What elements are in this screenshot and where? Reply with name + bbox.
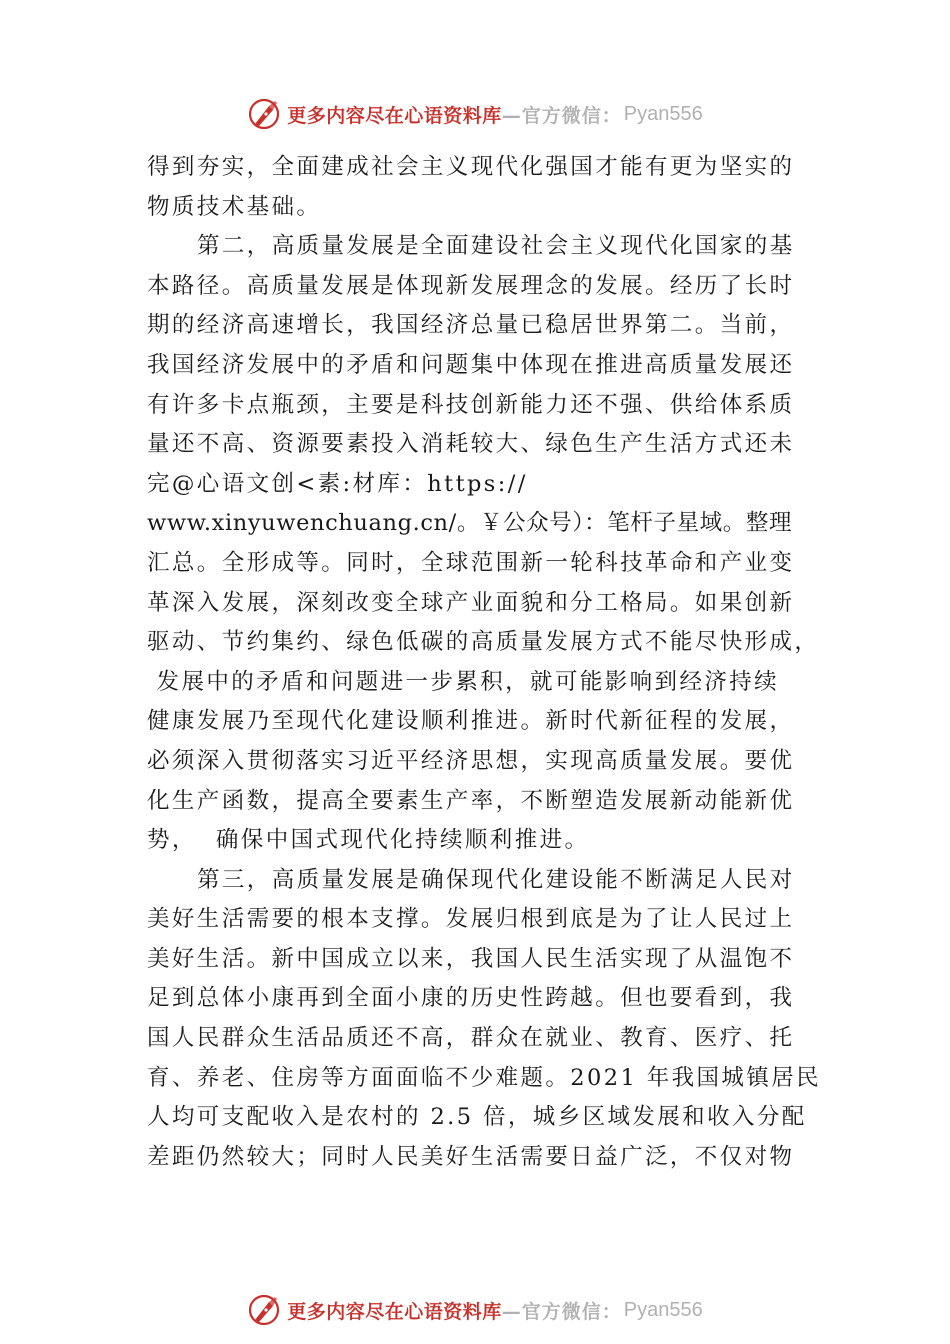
body-line: 国人民群众生活品质还不高，群众在就业、教育、医疗、托 bbox=[147, 1025, 795, 1052]
footer-separator-text: —官方微信： bbox=[501, 1300, 622, 1323]
body-line: 化生产函数，提高全要素生产率，不断塑造发展新动能新优 bbox=[147, 787, 795, 814]
body-line: 必须深入贯彻落实习近平经济思想，实现高质量发展。要优 bbox=[147, 747, 795, 774]
header-separator-text: —官方微信： bbox=[501, 104, 622, 127]
body-line: 发展中的矛盾和问题进一步累积，就可能影响到经济持续 bbox=[147, 668, 780, 695]
paragraph-start-line: 第三，高质量发展是确保现代化建设能不断满足人民对 bbox=[197, 866, 795, 893]
body-line: 差距仍然较大；同时人民美好生活需要日益广泛，不仅对物 bbox=[147, 1143, 795, 1170]
body-line-url: www.xinyuwenchuang.cn/。￥公众号）：笔杆子星域。整理 bbox=[147, 510, 793, 537]
paragraph-start-line: 第二，高质量发展是全面建设社会主义现代化国家的基 bbox=[197, 233, 795, 260]
body-line: 驱动、节约集约、绿色低碳的高质量发展方式不能尽快形成， bbox=[147, 629, 820, 656]
body-line: 革深入发展，深刻改变全球产业面貌和分工格局。如果创新 bbox=[147, 589, 795, 616]
pen-nib-logo-icon bbox=[247, 97, 281, 131]
body-line: 有许多卡点瓶颈，主要是科技创新能力还不强、供给体系质 bbox=[147, 391, 795, 418]
header-wechat-id: Pyan556 bbox=[623, 102, 703, 125]
body-line: 美好生活需要的根本支撑。发展归根到底是为了让人民过上 bbox=[147, 906, 795, 933]
body-line: 量还不高、资源要素投入消耗较大、绿色生产生活方式还未 bbox=[147, 431, 795, 458]
body-line: 育、养老、住房等方面面临不少难题。2021 年我国城镇居民 bbox=[147, 1064, 822, 1091]
body-line: 美好生活。新中国成立以来，我国人民生活实现了从温饱不 bbox=[147, 945, 795, 972]
header-banner bbox=[0, 94, 950, 134]
footer-brand-text: 更多内容尽在心语资料库 bbox=[287, 1300, 502, 1323]
footer-wechat-id: Pyan556 bbox=[623, 1298, 703, 1321]
body-line: 得到夯实，全面建成社会主义现代化强国才能有更为坚实的 bbox=[147, 154, 795, 180]
footer-banner bbox=[0, 1290, 950, 1330]
pen-nib-logo-icon bbox=[247, 1293, 281, 1327]
body-line: 足到总体小康再到全面小康的历史性跨越。但也要看到，我 bbox=[147, 985, 795, 1012]
document-body bbox=[147, 148, 827, 1177]
body-line: 我国经济发展中的矛盾和问题集中体现在推进高质量发展还 bbox=[147, 351, 795, 378]
body-line: 势， 确保中国式现代化持续顺利推进。 bbox=[147, 827, 590, 854]
body-line: 完@心语文创<素:材库：https:// bbox=[147, 470, 528, 497]
body-line: 汇总。全形成等。同时，全球范围新一轮科技革命和产业变 bbox=[147, 549, 795, 576]
header-brand-text: 更多内容尽在心语资料库 bbox=[287, 104, 502, 127]
body-line: 期的经济高速增长，我国经济总量已稳居世界第二。当前， bbox=[147, 312, 795, 339]
body-line: 人均可支配收入是农村的 2.5 倍，城乡区域发展和收入分配 bbox=[147, 1104, 807, 1131]
body-line: 本路径。高质量发展是体现新发展理念的发展。经历了长时 bbox=[147, 272, 795, 299]
body-line: 健康发展乃至现代化建设顺利推进。新时代新征程的发展， bbox=[147, 708, 795, 735]
body-line: 物质技术基础。 bbox=[147, 193, 322, 220]
